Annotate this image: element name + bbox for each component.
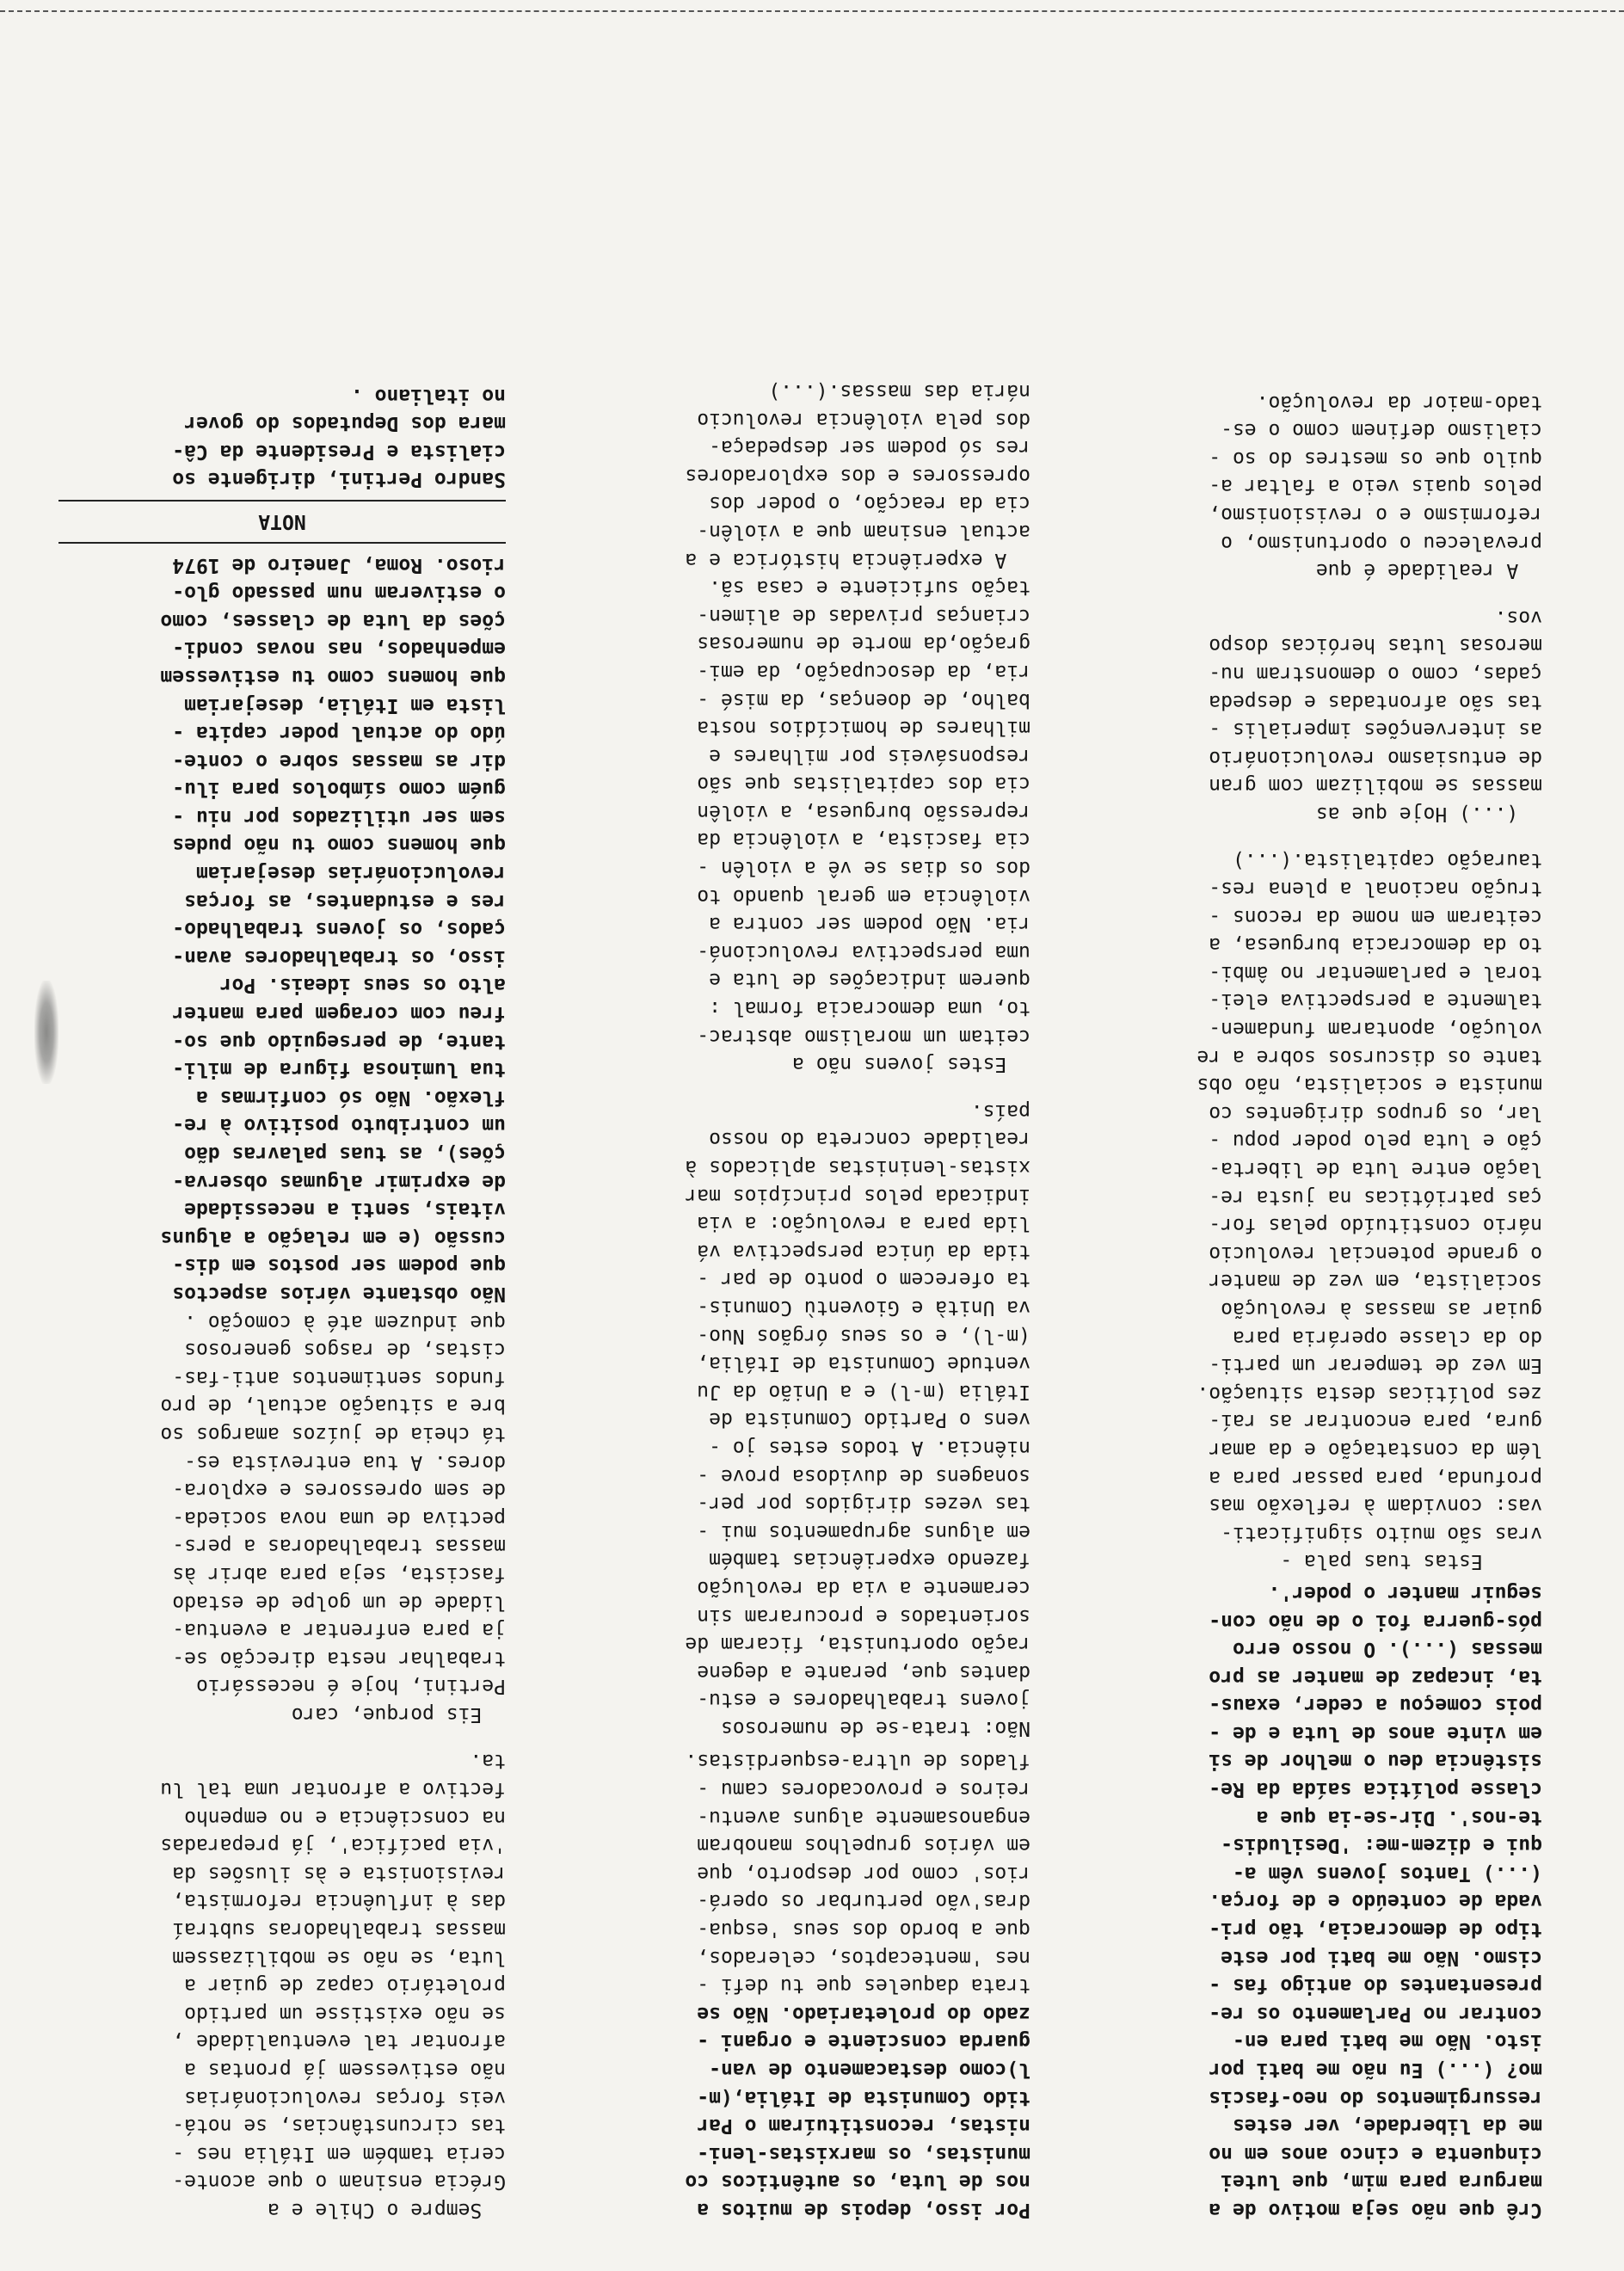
text-line: massas trabalhadoras a pers- — [172, 1535, 506, 1558]
mid-para-2 — [549, 1097, 1030, 1742]
text-line: luta, se não se mobilizassem — [172, 1946, 506, 1969]
text-line: Estas tuas pala - — [1280, 1550, 1542, 1573]
text-line: ceria também em Itália nes - — [172, 2142, 506, 2165]
text-line: trata daqueles que tu defi - — [697, 1974, 1030, 1997]
text-line: cia da reacção, o poder dos — [709, 492, 1030, 515]
text-line: cia dos capitalistas que são — [697, 772, 1030, 796]
text-line: cinquenta e cinco anos em no — [1209, 2142, 1542, 2165]
text-line: ção e luta pelo poder popu - — [1209, 1129, 1542, 1153]
text-line: sorientados e procuraram sin — [697, 1604, 1030, 1628]
nota-title: NOTA — [258, 509, 306, 532]
text-line: margura para mim, que lutei — [1221, 2170, 1542, 2194]
text-line: presentantes do antigo fas - — [1209, 1974, 1542, 1997]
text-line: çadas, como o demonstram nu- — [1209, 662, 1542, 685]
page-edge-line — [0, 10, 1624, 12]
text-line: o estiveram num passado glo- — [172, 582, 506, 605]
text-line: lista em Itália, desejariam — [184, 693, 506, 717]
text-line: uma perspectiva revolucioná- — [697, 940, 1030, 963]
text-line: freu com coragem para manter — [172, 1002, 506, 1025]
middle-column — [549, 377, 1030, 2224]
left-column — [1061, 388, 1542, 2224]
text-line: nistas, reconstituíram o Par — [697, 2114, 1030, 2138]
text-line: qui e dizem-me: 'Desiludis- — [1221, 1834, 1542, 1857]
text-line: realidade concreta do nosso — [709, 1128, 1030, 1151]
text-line: isto. Não me bati para en- — [1232, 2030, 1542, 2053]
text-line: gração,da morte de numerosas — [697, 632, 1030, 655]
text-line: contrar no Parlamento os re- — [1209, 2002, 1542, 2025]
text-line: revolucionárias desejariam — [195, 862, 506, 885]
text-line: das à influência reformista, — [172, 1890, 506, 1913]
text-line: do da classe operária para — [1232, 1326, 1542, 1349]
text-line: vada de conteúdo e de força. — [1209, 1890, 1542, 1913]
text-line: toral e parlamentar no âmbi- — [1209, 961, 1542, 984]
text-line: guém como símbolos para ilu- — [172, 778, 506, 801]
text-line: Não: trata-se de numerosos — [720, 1716, 1030, 1739]
text-line: dantes que, perante a degene — [697, 1660, 1030, 1683]
text-line: cia fascista, a violência da — [697, 828, 1030, 852]
text-line: em alguns agrupamentos mui - — [697, 1520, 1030, 1543]
text-line: lidade de um golpe de estado — [172, 1591, 506, 1614]
text-line: dos os dias se vê a violên - — [697, 857, 1030, 880]
text-line: tado-maior da revolução. — [1256, 391, 1542, 414]
text-line: proletário capaz de guiar a — [184, 1974, 506, 1997]
text-line: munistas, os marxistas-leni- — [697, 2142, 1030, 2165]
text-line: ças patrióticas na justa re- — [1209, 1185, 1542, 1209]
text-line: pois começou a ceder, exaus- — [1209, 1694, 1542, 1717]
text-line: lém da constatação e da amar — [1209, 1437, 1542, 1461]
text-line: nes 'mentecaptos, celerados, — [697, 1946, 1030, 1969]
text-line: de exprimir algumas observa- — [172, 1170, 506, 1193]
text-line: reiros e provocadores camu - — [697, 1778, 1030, 1801]
text-line: seguir manter o poder'. — [1268, 1581, 1542, 1604]
text-line: merosas lutas heróicas dospo — [1209, 634, 1542, 657]
left-para-1 — [1061, 1579, 1542, 2224]
text-line: Sempre o Chile e a — [268, 2199, 506, 2221]
text-line: isso, os trabalhadores avan- — [172, 945, 506, 969]
text-line: ja para enfrentar a eventua- — [172, 1619, 506, 1642]
scan-smudge — [34, 981, 58, 1084]
text-line: volução, apontaram fundamen- — [1209, 1018, 1542, 1041]
text-line: lida para a revolução: a via — [697, 1212, 1030, 1235]
text-line: enganosamente alguns aventu- — [697, 1806, 1030, 1829]
text-line: te-nos'. Dir-se-ia que a — [1256, 1806, 1542, 1829]
text-line: Crê que não seja motivo de a — [1209, 2199, 1542, 2221]
text-line: ta, incapaz de manter as pro — [1209, 1665, 1542, 1689]
text-line: alto os seus ideais. Por — [219, 974, 506, 997]
text-line: prevaleceu o oportunismo, o — [1221, 531, 1542, 554]
text-line: Grécia ensinam o que aconte- — [172, 2170, 506, 2194]
text-line: tua luminosa figura de mili- — [172, 1058, 506, 1081]
text-line: ções), as tuas palavras dão — [184, 1142, 506, 1166]
text-line: cussão (e em relação a alguns — [160, 1226, 506, 1249]
text-line: Eis porque, caro — [291, 1702, 506, 1726]
text-line: quilo que os mestres do so - — [1209, 446, 1542, 470]
text-line: cialismo definem como o es- — [1221, 419, 1542, 442]
text-line: milhares de homicídios nosta — [697, 717, 1030, 740]
text-line: um contributo positivo à re- — [172, 1114, 506, 1137]
text-line: res e estudantes, as forças — [184, 889, 506, 913]
text-line: mo? (...) Eu não me bati por — [1209, 2059, 1542, 2082]
text-line: pós-guerra foi o de não con- — [1209, 1609, 1542, 1633]
text-line: crianças privadas de alimen- — [697, 604, 1030, 627]
text-line: se não existisse um partido — [184, 2002, 506, 2025]
text-line: ta oferecem o ponto de par - — [697, 1268, 1030, 1291]
text-line: nos de luta, os autênticos co — [685, 2170, 1030, 2194]
text-line: pectiva de uma nova socieda- — [172, 1506, 506, 1529]
text-line: tida da única perspectiva vá — [697, 1240, 1030, 1263]
text-line: indicada pelos princípios mar — [685, 1184, 1030, 1207]
text-line: classe política saída da Re- — [1209, 1778, 1542, 1801]
text-line: xistas-leninistas aplicados à — [685, 1156, 1030, 1179]
text-line: opressores e dos exploradores — [685, 464, 1030, 487]
text-line: to, uma democracia formal : — [709, 997, 1030, 1020]
text-line: 'via pacífica', já preparadas — [160, 1834, 506, 1857]
text-line: A realidade é que — [1315, 559, 1542, 582]
text-line: jovens trabalhadores e estu- — [697, 1689, 1030, 1712]
right-para-2 — [24, 1308, 506, 1728]
text-line: (m-l), e os seus órgãos Nuo- — [697, 1324, 1030, 1347]
text-line: que podem ser postos em dis- — [172, 1254, 506, 1277]
text-line: ria. Não podem ser contra a — [709, 913, 1030, 936]
text-line: l)como destacamento de van- — [709, 2059, 1030, 2082]
text-line: massas trabalhadoras subtraí — [172, 1918, 506, 1942]
right-column — [24, 381, 506, 2224]
text-line: me da liberdade, ver estes — [1232, 2114, 1542, 2138]
text-line: tas vezes dirigidos por per- — [697, 1492, 1030, 1516]
text-line: tante os discursos sobre a re — [1196, 1045, 1542, 1068]
text-line: rioso. Roma, Janeiro de 1974 — [172, 553, 506, 576]
text-line: va Unità e Gioventù Comunis- — [697, 1296, 1030, 1319]
text-line: zado do proletariado. Não se — [697, 2002, 1030, 2025]
text-line: sistência deu o melhor de si — [1209, 1750, 1542, 1773]
text-line: actual ensinam que a violên- — [697, 520, 1030, 543]
text-line: massas se mobilizam com gran — [1209, 774, 1542, 797]
text-line: res só podem ser despedaça- — [709, 436, 1030, 459]
text-line: Estes jovens não a — [792, 1053, 1030, 1076]
text-line: dores. A tua entrevista es- — [184, 1450, 506, 1474]
text-line: cistas, de rasgos generosos — [184, 1339, 506, 1362]
text-line: tido Comunista de Itália,(m- — [697, 2086, 1030, 2109]
text-line: empenhados, nas novas condi- — [172, 637, 506, 661]
text-line: profunda, para passar para a — [1209, 1466, 1542, 1489]
text-line: Sandro Pertini, dirigente so — [172, 468, 506, 491]
text-line: údo do actual poder capita - — [172, 722, 506, 745]
text-line: responsáveis por milhares e — [709, 744, 1030, 767]
text-line: as intervenções imperialis - — [1209, 718, 1542, 742]
text-line: talmente a perspectiva elei- — [1209, 989, 1542, 1012]
text-line: de entusiasmo revolucionário — [1209, 746, 1542, 769]
text-line: tante, de perseguido que so- — [172, 1030, 506, 1053]
text-line: o grande potencial revolucio — [1209, 1241, 1542, 1265]
text-line: cialista e Presidente da Câ- — [172, 440, 506, 463]
text-line: mara dos Deputados do gover — [184, 412, 506, 435]
text-line: vos. — [1494, 606, 1542, 629]
text-line: ração oportunista, ficaram de — [685, 1633, 1030, 1656]
text-line: messas (...). O nosso erro — [1232, 1638, 1542, 1661]
text-line: cismo. Não me bati por este — [1221, 1946, 1542, 1969]
text-line: flexão. Não só confirmas a — [195, 1086, 506, 1109]
text-line: pelos quais veio a faltar a- — [1209, 475, 1542, 498]
text-line: que induzem até à comoção . — [184, 1310, 506, 1333]
mid-bold-para — [549, 1999, 1030, 2224]
text-line: ta. — [470, 1750, 506, 1773]
right-para-1 — [24, 1747, 506, 2224]
right-bold-para — [24, 551, 506, 1308]
text-line: afrontar tal eventualidade , — [172, 2030, 506, 2053]
mid-para-1 — [549, 1747, 1030, 1999]
nota-rule — [58, 542, 506, 544]
text-line: ceitam um moralismo abstrac- — [697, 1025, 1030, 1048]
text-line: revisionista e às ilusões da — [172, 1862, 506, 1885]
text-line: em vinte anos de luta e de - — [1209, 1721, 1542, 1745]
text-line: Em vez de temperar um parti- — [1209, 1354, 1542, 1377]
text-line: fazendo experiências também — [709, 1548, 1030, 1572]
text-line: fectivo a afrontar uma tal lu — [160, 1778, 506, 1801]
text-line: bre a situação actual, de pro — [160, 1394, 506, 1418]
text-line: (...) Tantos jovens vêm a- — [1232, 1862, 1542, 1885]
text-line: na consciência e no empenho — [184, 1806, 506, 1829]
text-line: munista e socialista, não obs — [1196, 1074, 1542, 1097]
text-line: gura, para encontrar as raí- — [1209, 1410, 1542, 1433]
text-line: Por isso, depois de muitos a — [697, 2199, 1030, 2221]
text-line: trabalhar nesta direcção se- — [172, 1646, 506, 1670]
text-line: no italiano . — [350, 384, 506, 407]
text-line: que homens como tu estivessem — [160, 665, 506, 688]
left-para-2 — [1061, 846, 1542, 1575]
text-line: ceitaram em nome da recons - — [1209, 905, 1542, 928]
text-line: tas são afrontadas e despeda — [1209, 690, 1542, 713]
text-line: rios' como por desporto, que — [697, 1862, 1030, 1885]
text-line: tação suficiente e casa sã. — [709, 576, 1030, 600]
text-line: em vários grupelhos manobram — [697, 1834, 1030, 1857]
text-line: (...) Hoje que as — [1315, 802, 1542, 825]
text-line: balho, de doenças, da misé - — [697, 688, 1030, 711]
text-line: que homens como tu não pudes — [172, 834, 506, 857]
text-line: tas circunstâncias, se notá- — [172, 2114, 506, 2138]
text-line: dos pela violência revolucio — [697, 408, 1030, 431]
text-line: dras'vão perturbar os operá- — [697, 1890, 1030, 1913]
mid-para-3 — [549, 377, 1030, 1078]
text-line: flados de ultra-esquerdistas. — [685, 1750, 1030, 1773]
text-line: nário constituído pelas for- — [1209, 1214, 1542, 1237]
text-line: niência. A todos estes jo - — [709, 1436, 1030, 1459]
text-line: ria, da desocupação, da emi- — [697, 660, 1030, 683]
text-line: sonagens de duvidosa prove - — [697, 1464, 1030, 1487]
text-line: repressão burguesa, a violên — [697, 800, 1030, 823]
text-line: país. — [970, 1099, 1030, 1123]
text-line: vens o Partido Comunista de — [709, 1408, 1030, 1431]
nota-text — [24, 381, 506, 493]
text-line: ressurgimentos do neo-fascis — [1209, 2086, 1542, 2109]
text-line: vas: convidam à reflexão mas — [1209, 1494, 1542, 1517]
text-line: nária das massas.(...) — [768, 380, 1030, 403]
text-line: fundos sentimentos anti-fas- — [172, 1366, 506, 1389]
text-line: zes políticas desta situação. — [1196, 1382, 1542, 1405]
text-line: ceramente a via da revolução — [697, 1576, 1030, 1599]
text-line: vitais, senti a necessidade — [184, 1198, 506, 1222]
text-line: de sem opressores e explora- — [172, 1479, 506, 1502]
text-line: Pertini, hoje é necessário — [195, 1675, 506, 1698]
text-line: que a bordo dos seus 'esqua- — [697, 1918, 1030, 1942]
left-para-3 — [1061, 603, 1542, 828]
text-line: violência em geral quando to — [697, 884, 1030, 908]
text-line: Itália (m-l) e a União da Ju — [697, 1380, 1030, 1403]
nota-rule-bottom — [58, 500, 506, 502]
text-line: çados, os jovens trabalhado- — [172, 918, 506, 941]
text-line: vras são muito significati- — [1221, 1522, 1542, 1545]
text-line: tipo de democracia, tão pri- — [1209, 1918, 1542, 1942]
text-line: to da democracia burguesa, a — [1209, 933, 1542, 957]
text-line: Não obstante vários aspectos — [172, 1283, 506, 1305]
text-line: reformismo e o revisionismo, — [1209, 502, 1542, 526]
text-line: socialista, em vez de manter — [1209, 1270, 1542, 1293]
text-line: tá cheia de juízos amargos so — [160, 1422, 506, 1445]
text-line: fascista, seja para abrir às — [172, 1562, 506, 1585]
nota-heading — [24, 500, 506, 544]
text-line: não estivessem já prontas a — [184, 2059, 506, 2082]
text-line: lação entre luta de liberta- — [1209, 1158, 1542, 1181]
text-line: sem ser utilizados por niu - — [172, 805, 506, 828]
text-line: querem indicações de luta e — [709, 969, 1030, 992]
text-line: dir as massas sobre o conte- — [172, 749, 506, 772]
text-line: lar, os grupos dirigentes co — [1209, 1101, 1542, 1124]
text-line: guiar as massas à revolução — [1221, 1298, 1542, 1320]
text-line: A experiência histórica e a — [685, 548, 1030, 571]
text-line: ventude Comunista de Itália, — [697, 1352, 1030, 1376]
text-line: tauração capitalista.(...) — [1232, 849, 1542, 872]
text-line: veis forças revolucionárias — [184, 2086, 506, 2109]
text-line: ções da luta de classes, como — [160, 609, 506, 632]
text-line: trução nacional a plena res- — [1209, 877, 1542, 901]
text-line: guarda consciente e organi - — [697, 2030, 1030, 2053]
left-para-4 — [1061, 388, 1542, 584]
